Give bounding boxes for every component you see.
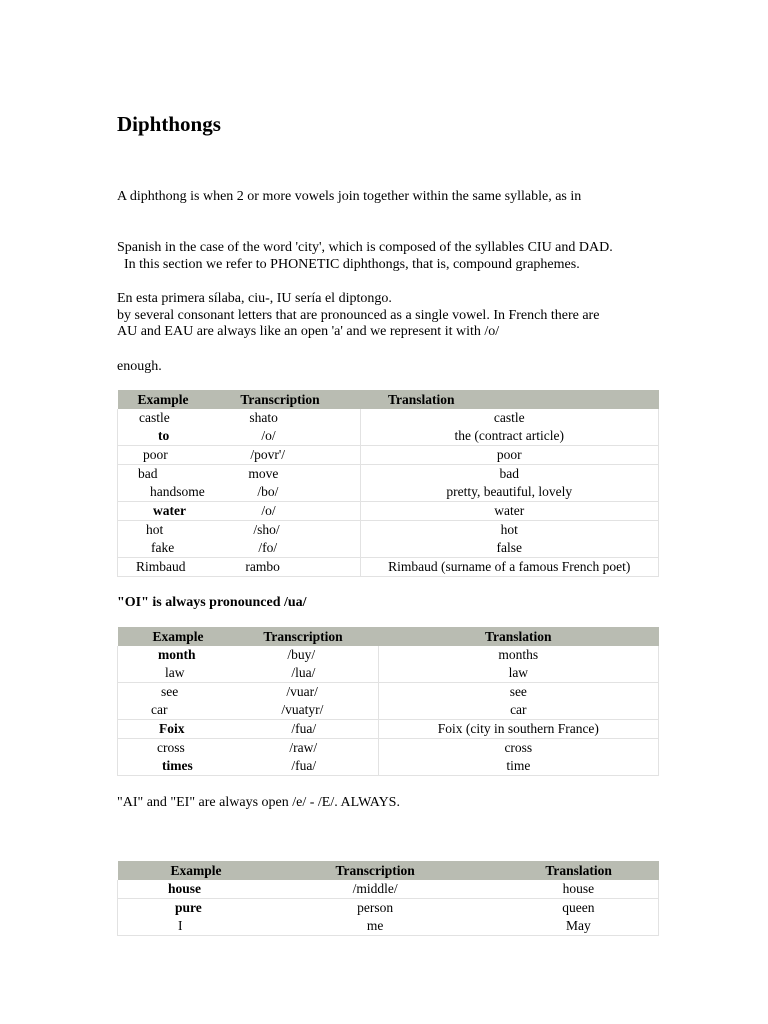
example-cell: Rimbaud [118, 558, 218, 577]
header-translation: Translation [378, 627, 658, 646]
intro-line: Spanish in the case of the word 'city', which is composed of the syllables CIU and DAD. [117, 240, 613, 255]
table-row [118, 683, 659, 702]
table-row [118, 664, 659, 683]
transcription-cell: /vuar/ [286, 684, 318, 699]
table-row [118, 880, 659, 899]
table-header-row [118, 390, 659, 409]
transcription-cell: /buy/ [287, 647, 316, 662]
ai-ei-note: "AI" and "EI" are always open /e/ - /E/. ALWAYS. [117, 795, 400, 810]
transcription-cell: /fua/ [232, 757, 378, 776]
phonetic-line: enough. [117, 359, 162, 374]
translation-cell: water [360, 502, 659, 521]
au-eau-table [117, 390, 659, 577]
translation-cell: car [378, 701, 658, 720]
translation-cell: Foix (city in southern France) [378, 720, 658, 739]
example-cell: handsome [118, 483, 218, 502]
example-cell: house [118, 880, 252, 899]
transcription-cell: /o/ [217, 502, 360, 521]
example-cell: Foix [118, 720, 233, 739]
transcription-cell: shato [249, 410, 278, 425]
phonetic-line: by several consonant letters that are pronounced as a single vowel. In French there are [117, 308, 600, 323]
table-row [118, 757, 659, 776]
table-row [118, 539, 659, 558]
header-transcription: Transcription [232, 627, 378, 646]
transcription-cell: /sho/ [253, 522, 280, 537]
transcription-cell: /povr'/ [217, 446, 360, 465]
example-cell: pure [118, 899, 252, 918]
page-title: Diphthongs [117, 112, 221, 136]
header-translation: Translation [360, 390, 659, 409]
transcription-cell: /middle/ [251, 880, 498, 899]
oi-heading: "OI" is always pronounced /ua/ [117, 595, 307, 610]
example-cell: hot [118, 521, 218, 540]
example-cell: cross [118, 739, 233, 758]
example-cell: month [118, 646, 233, 664]
header-example: Example [118, 627, 233, 646]
intro-line: En esta primera sílaba, ciu-, IU sería el diptongo. [117, 291, 392, 306]
transcription-cell: move [248, 466, 279, 481]
header-translation: Translation [499, 861, 659, 880]
table-row [118, 646, 659, 664]
transcription-cell: /o/ [217, 427, 360, 446]
table-row [118, 465, 659, 484]
au-eau-note: AU and EAU are always like an open 'a' and we represent it with /o/ [117, 324, 500, 339]
translation-cell: pretty, beautiful, lovely [360, 483, 659, 502]
translation-cell: Rimbaud (surname of a famous French poet) [360, 558, 659, 577]
example-cell: castle [118, 409, 218, 427]
table-row [118, 899, 659, 918]
transcription-cell: /raw/ [289, 740, 318, 755]
translation-cell: false [360, 539, 659, 558]
example-cell: car [118, 701, 233, 720]
translation-cell: see [378, 683, 658, 702]
translation-cell: the (contract article) [360, 427, 659, 446]
intro-line: A diphthong is when 2 or more vowels join together within the same syllable, as in [117, 189, 582, 204]
transcription-cell: person [357, 900, 394, 915]
translation-cell: cross [378, 739, 658, 758]
table-row [118, 739, 659, 758]
example-cell: fake [118, 539, 218, 558]
header-transcription: Transcription [217, 390, 360, 409]
translation-cell: poor [360, 446, 659, 465]
table-row [118, 427, 659, 446]
table-row [118, 521, 659, 540]
table-row [118, 917, 659, 936]
translation-cell: hot [360, 521, 659, 540]
header-example: Example [118, 861, 252, 880]
table-row [118, 720, 659, 739]
oi-table [117, 627, 659, 776]
phonetic-paragraph [117, 222, 657, 392]
translation-cell: time [378, 757, 658, 776]
translation-cell: law [378, 664, 658, 683]
table-header-row [118, 861, 659, 880]
example-cell: bad [118, 465, 218, 484]
translation-cell: castle [360, 409, 659, 427]
example-cell: water [118, 502, 218, 521]
header-transcription: Transcription [251, 861, 498, 880]
table-row [118, 409, 659, 427]
transcription-cell: /fua/ [232, 720, 378, 739]
translation-cell: bad [360, 465, 659, 484]
ai-ei-table [117, 861, 659, 936]
example-cell: law [118, 664, 233, 683]
header-example: Example [118, 390, 218, 409]
table-row [118, 502, 659, 521]
example-cell: times [118, 757, 233, 776]
transcription-cell: /fo/ [217, 539, 360, 558]
translation-cell: queen [499, 899, 659, 918]
table-header-row [118, 627, 659, 646]
translation-cell: house [499, 880, 659, 899]
transcription-cell: me [251, 917, 498, 936]
example-cell: to [118, 427, 218, 446]
transcription-cell: /lua/ [232, 664, 378, 683]
example-cell: poor [118, 446, 218, 465]
transcription-cell: /bo/ [217, 483, 360, 502]
table-row [118, 446, 659, 465]
example-cell: I [118, 917, 252, 936]
transcription-cell: rambo [217, 558, 360, 577]
example-cell: see [118, 683, 233, 702]
table-row [118, 701, 659, 720]
translation-cell: May [499, 917, 659, 936]
table-row [118, 483, 659, 502]
transcription-cell: /vuatyr/ [232, 701, 378, 720]
phonetic-line: In this section we refer to PHONETIC diphthongs, that is, compound graphemes. [117, 257, 580, 272]
translation-cell: months [378, 646, 658, 664]
table-row [118, 558, 659, 577]
